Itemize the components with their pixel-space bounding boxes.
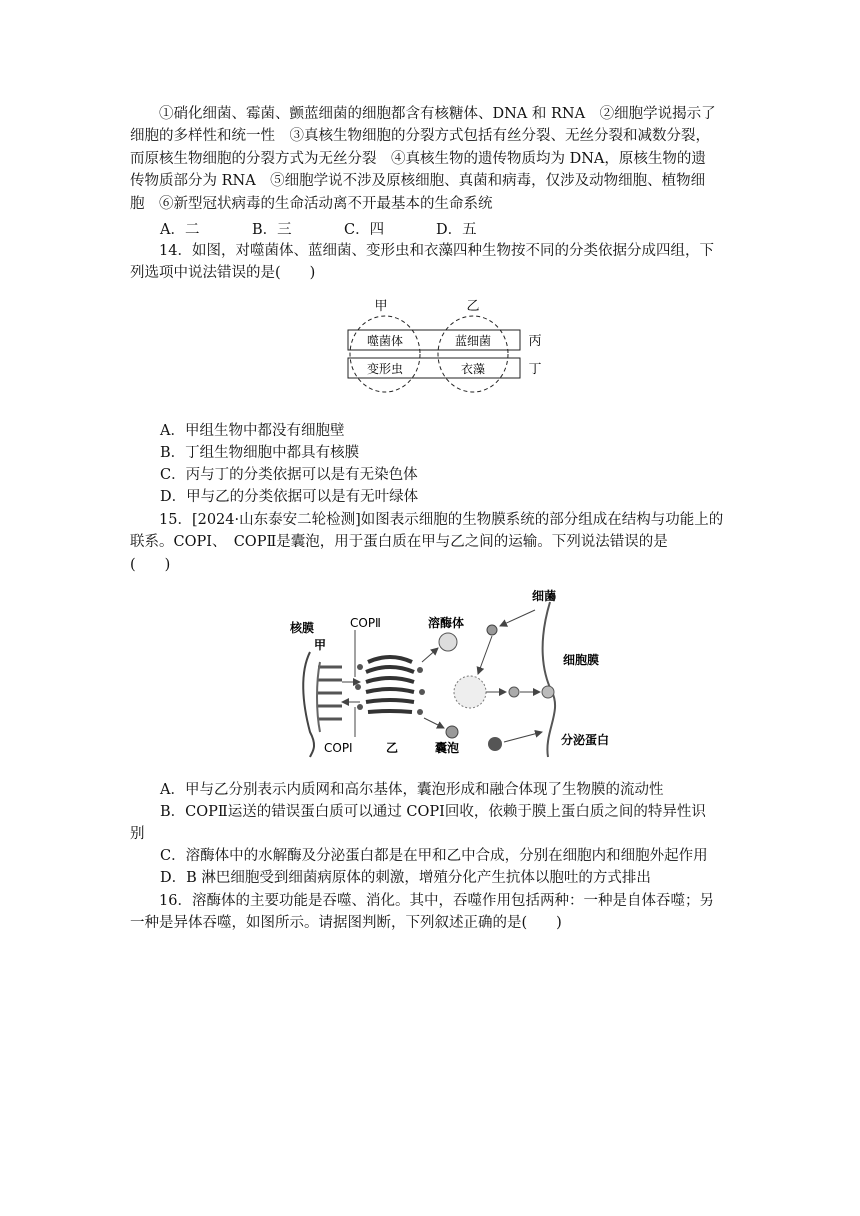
q13-line-2: 细胞的多样性和统一性 ③真核生物细胞的分裂方式包括有丝分裂、无丝分裂和减数分裂， <box>130 128 710 145</box>
q15-stem-line-1: 15．[2024·山东泰安二轮检测]如图表示细胞的生物膜系统的部分组成在结构与功能上的 <box>159 512 724 528</box>
q14-option-b: B．丁组生物细胞中都具有核膜 <box>160 445 360 461</box>
q14-stem-line-1: 14．如图，对噬菌体、蓝细菌、变形虫和衣藻四种生物按不同的分类依据分成四组，下 <box>159 243 714 259</box>
q14-option-a: A．甲组生物中都没有细胞壁 <box>160 423 345 439</box>
q15-option-a: A．甲与乙分别表示内质网和高尔基体，囊泡形成和融合体现了生物膜的流动性 <box>160 782 664 798</box>
fig15-label-jia: 甲 <box>314 638 327 652</box>
fig15-label-cop1: COPⅠ <box>324 741 353 755</box>
fig15-lysosome-shape <box>439 633 457 651</box>
q15-stem <box>130 509 740 576</box>
q16-stem <box>130 890 740 935</box>
q13-line-4: 传物质部分为 RNA ⑤细胞学说不涉及原核细胞、真菌和病毒，仅涉及动物细胞、植物细 <box>130 173 706 190</box>
q14-option-c: C．丙与丁的分类依据可以是有无染色体 <box>160 467 418 483</box>
q15-stem-line-2: 联系。COPⅠ、 COPⅡ是囊泡，用于蛋白质在甲与乙之间的运输。下列说法错误的是 <box>130 534 668 551</box>
fig14-amoeba: 变形虫 <box>366 362 404 376</box>
q13-line-3: 而原核生物细胞的分裂方式为无丝分裂 ④真核生物的遗传物质均为 DNA，原核生物的遗 <box>130 150 706 167</box>
q13-options <box>160 218 477 239</box>
fig15-label-bacteria: 细菌 <box>532 589 557 603</box>
q14-option-d: D．甲与乙的分类依据可以是有无叶绿体 <box>160 489 419 505</box>
fig14-group-yi-ellipse <box>438 316 508 392</box>
fig14-label-bing: 丙 <box>528 334 542 349</box>
q15-stem-line-3: ( ) <box>130 556 171 573</box>
fig15-vesicle-shape <box>446 726 458 738</box>
fig15-golgi-shape <box>355 657 425 715</box>
fig15-cell-membrane-shape <box>543 602 555 757</box>
fig14-label-ding: 丁 <box>528 362 542 377</box>
fig14-label-yi: 乙 <box>466 299 480 314</box>
fig15-label-cell-membrane: 细胞膜 <box>563 653 600 667</box>
fig15-label-cop2: COPⅡ <box>350 616 381 630</box>
fig15-nuclear-membrane-shape <box>303 652 314 757</box>
q13-option-c: C．四 <box>344 222 385 238</box>
fig15-er-cisternae <box>318 667 342 719</box>
q15-membrane-system-figure <box>280 582 610 768</box>
fig14-cyanobacteria: 蓝细菌 <box>454 334 492 348</box>
q16-stem-line-2: 一种是异体吞噬，如图所示。请据图判断，下列叙述正确的是( ) <box>130 915 562 932</box>
fig14-group-jia-ellipse <box>350 316 420 392</box>
q13-option-d: D．五 <box>436 222 477 238</box>
fig15-label-vesicle: 囊泡 <box>435 741 460 755</box>
q14-stem-line-2: 列选项中说法错误的是( ) <box>130 265 316 282</box>
q13-line-5: 胞 ⑥新型冠状病毒的生命活动离不开最基本的生命系统 <box>130 195 493 212</box>
q14-classification-figure <box>340 290 560 400</box>
fig14-label-jia: 甲 <box>374 299 388 314</box>
fig14-chlamydomonas: 衣藻 <box>460 362 486 376</box>
q13-option-b: B．三 <box>252 222 292 238</box>
q15-option-d: D．B 淋巴细胞受到细菌病原体的刺激，增殖分化产生抗体以胞吐的方式排出 <box>160 870 651 886</box>
q15-option-c: C．溶酶体中的水解酶及分泌蛋白都是在甲和乙中合成，分别在细胞内和细胞外起作用 <box>160 848 708 864</box>
fig15-er-edge <box>317 662 320 732</box>
q13-statements <box>130 103 769 125</box>
fig15-label-secreted-protein: 分泌蛋白 <box>561 733 610 747</box>
q16-stem-line-1: 16．溶酶体的主要功能是吞噬、消化。其中，吞噬作用包括两种：一种是自体吞噬；另 <box>159 893 714 909</box>
q15-option-b: B．COPⅡ运送的错误蛋白质可以通过 COPⅠ回收，依赖于膜上蛋白质之间的特异性识 <box>160 804 706 820</box>
fig15-label-nuclear-membrane: 核膜 <box>290 621 315 635</box>
q14-stem <box>130 240 740 285</box>
fig14-phage: 噬菌体 <box>366 334 404 348</box>
q13-line-1: ①硝化细菌、霉菌、颤蓝细菌的细胞都含有核糖体、DNA 和 RNA ②细胞学说揭示了 <box>159 106 716 122</box>
q15-option-b-cont: 别 <box>130 826 145 842</box>
fig15-label-lysosome: 溶酶体 <box>428 616 465 630</box>
q13-statements-cont <box>130 125 740 215</box>
q13-option-a: A．二 <box>160 222 200 238</box>
fig15-label-yi: 乙 <box>386 741 399 755</box>
